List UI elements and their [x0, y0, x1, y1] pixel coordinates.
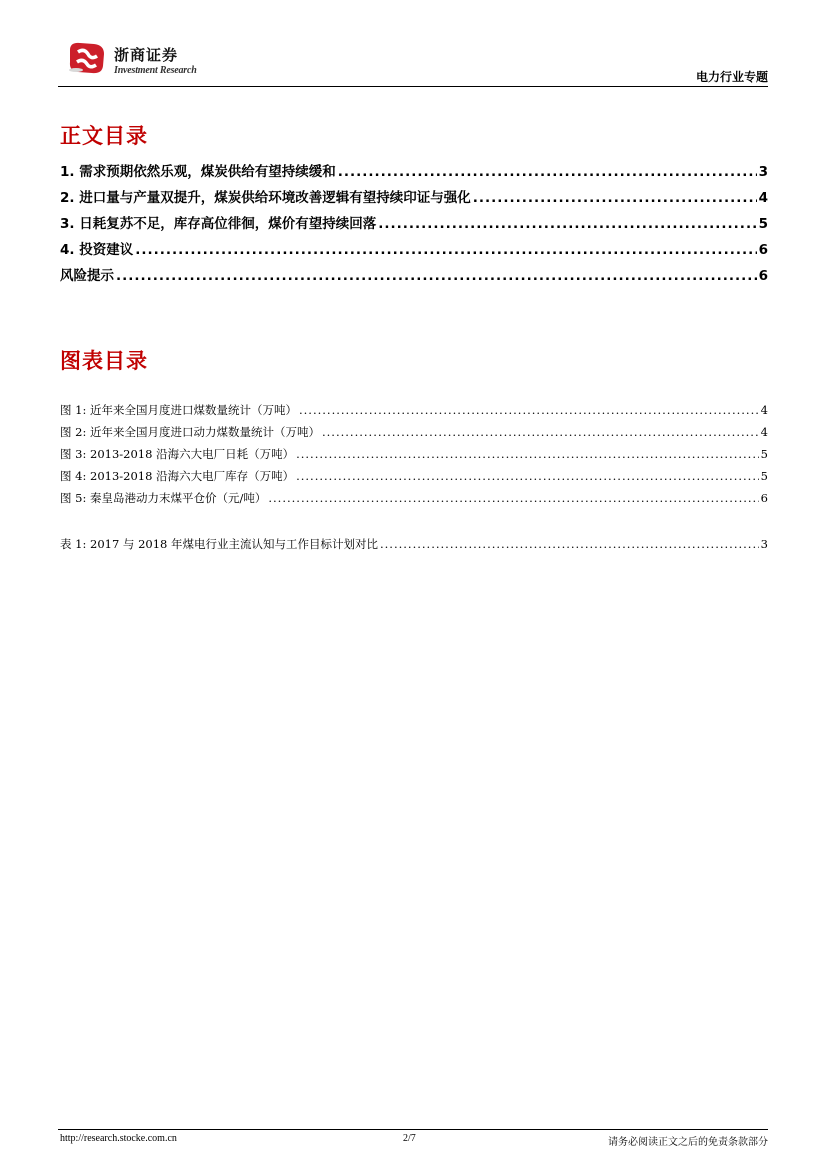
toc-entry-label: 4. 投资建议 — [60, 242, 134, 258]
toc-entry-page: 4 — [758, 190, 768, 206]
header-divider — [58, 86, 768, 87]
logo-english-name: Investment Research — [114, 65, 197, 76]
logo-chinese-name: 浙商证券 — [114, 46, 179, 64]
toc-entry[interactable] — [60, 212, 768, 238]
figure-entry-label: 图 1: 近年来全国月度进口煤数量统计（万吨） — [60, 403, 297, 417]
toc-entry-page: 6 — [758, 268, 768, 284]
figure-entry[interactable] — [60, 468, 768, 490]
toc-entry[interactable] — [60, 160, 768, 186]
toc-entry[interactable] — [60, 238, 768, 264]
toc-entry-page: 3 — [758, 164, 768, 180]
figure-entry-label: 图 2: 近年来全国月度进口动力煤数量统计（万吨） — [60, 425, 320, 439]
figure-entry-page: 5 — [760, 469, 768, 483]
chart-toc-title: 图表目录 — [60, 349, 148, 373]
figure-entry[interactable] — [60, 402, 768, 424]
toc-leader-dots — [299, 403, 759, 417]
toc-leader-dots — [296, 469, 759, 483]
footer-divider — [58, 1129, 768, 1130]
toc-leader-dots — [380, 537, 759, 551]
figure-entry-page: 5 — [760, 447, 768, 461]
figure-entry-label: 图 4: 2013-2018 沿海六大电厂库存（万吨） — [60, 469, 295, 483]
report-category: 电力行业专题 — [695, 70, 768, 84]
figure-entry[interactable] — [60, 424, 768, 446]
toc-entry-page: 5 — [758, 216, 768, 232]
footer-page-number: 2/7 — [403, 1133, 416, 1144]
toc-entry-page: 6 — [758, 242, 768, 258]
toc-entry[interactable] — [60, 186, 768, 212]
toc-entry-label: 风险提示 — [60, 268, 114, 284]
toc-leader-dots — [296, 447, 759, 461]
toc-leader-dots — [473, 190, 757, 206]
footer-disclaimer: 请务必阅读正文之后的免责条款部分 — [608, 1137, 768, 1148]
toc-entry-label: 2. 进口量与产量双提升，煤炭供给环境改善逻辑有望持续印证与强化 — [60, 190, 471, 206]
toc-leader-dots — [268, 491, 758, 505]
toc-leader-dots — [116, 268, 757, 284]
figure-toc-list — [60, 402, 768, 512]
table-toc-list — [60, 536, 768, 558]
footer-url[interactable]: http://research.stocke.com.cn — [60, 1133, 177, 1144]
figure-entry[interactable] — [60, 446, 768, 468]
toc-leader-dots — [378, 216, 756, 232]
main-toc-list — [60, 160, 768, 290]
figure-entry[interactable] — [60, 490, 768, 512]
table-entry[interactable] — [60, 536, 768, 558]
toc-leader-dots — [322, 425, 759, 439]
toc-entry-label: 1. 需求预期依然乐观，煤炭供给有望持续缓和 — [60, 164, 336, 180]
figure-entry-label: 图 3: 2013-2018 沿海六大电厂日耗（万吨） — [60, 447, 295, 461]
main-toc-title: 正文目录 — [60, 124, 148, 148]
toc-entry[interactable] — [60, 264, 768, 290]
toc-leader-dots — [135, 242, 756, 258]
figure-entry-page: 4 — [760, 425, 768, 439]
company-logo-icon — [66, 40, 108, 76]
figure-entry-page: 6 — [760, 491, 768, 505]
page-header — [58, 40, 768, 86]
toc-leader-dots — [338, 164, 757, 180]
table-entry-page: 3 — [760, 537, 768, 551]
toc-entry-label: 3. 日耗复苏不足，库存高位徘徊，煤价有望持续回落 — [60, 216, 377, 232]
figure-entry-label: 图 5: 秦皇岛港动力末煤平仓价（元/吨） — [60, 491, 267, 505]
figure-entry-page: 4 — [760, 403, 768, 417]
table-entry-label: 表 1: 2017 与 2018 年煤电行业主流认知与工作目标计划对比 — [60, 537, 378, 551]
